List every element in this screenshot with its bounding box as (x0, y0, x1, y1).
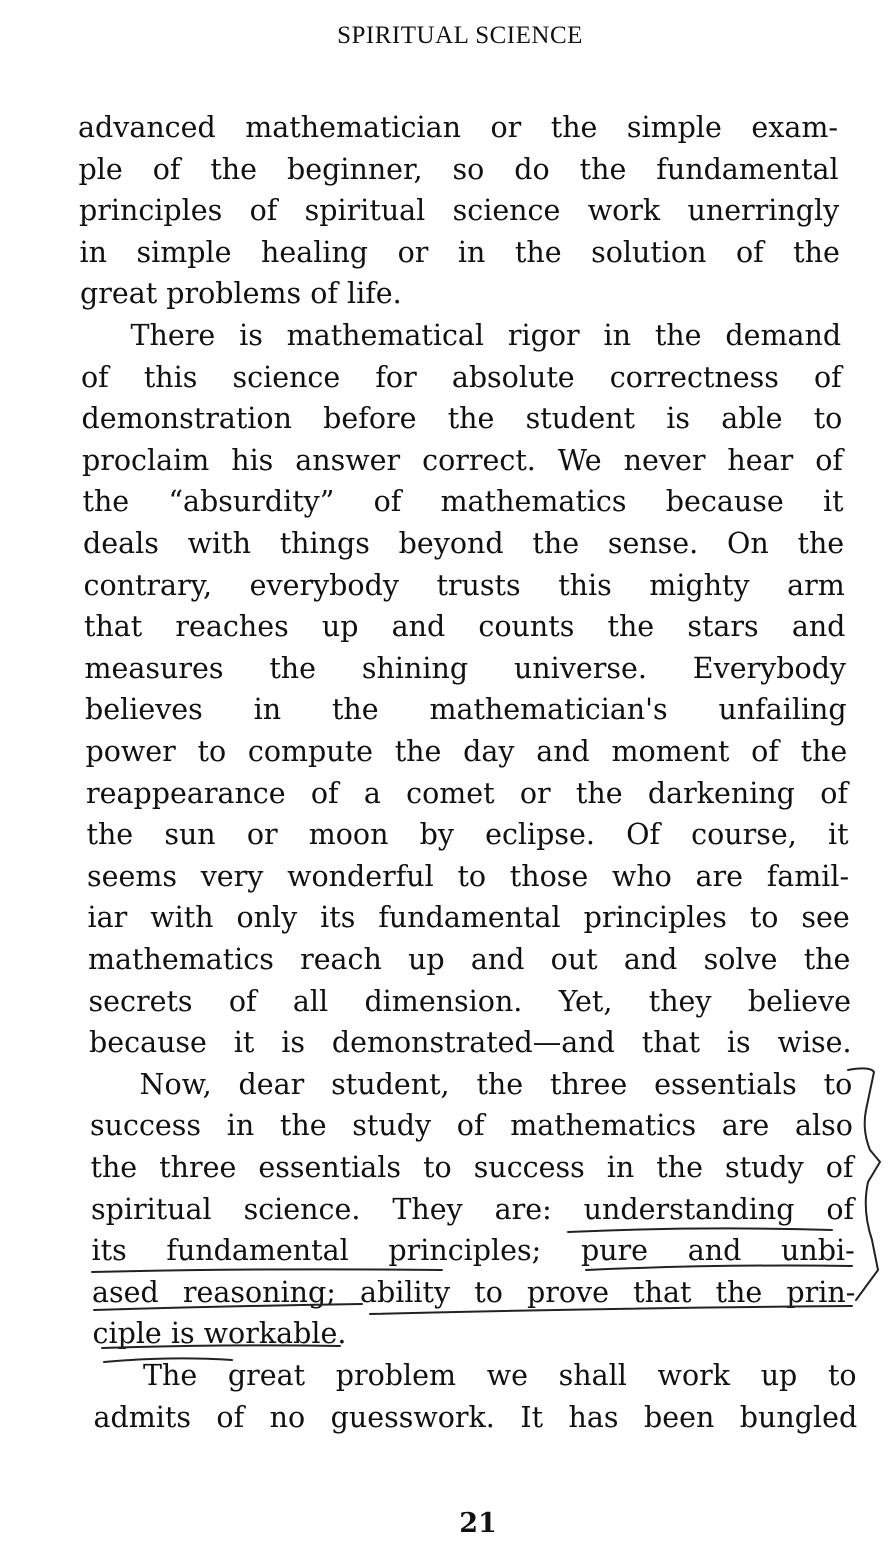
text-line: its fundamental principles; pure and unbi- (91, 1234, 855, 1268)
text-line: principles of spiritual science work unerringly (79, 194, 840, 228)
text-line: demonstration before the student is able to (81, 402, 843, 436)
text-line: seems very wonderful to those who are famil- (87, 859, 850, 893)
text-line: ciple is workable. (92, 1317, 347, 1351)
text-line: There is mathematical rigor in the demand (130, 319, 842, 352)
text-line: The great problem we shall work up to (143, 1359, 857, 1392)
text-line: ased reasoning; ability to prove that the prin- (92, 1275, 856, 1309)
text-line: mathematics reach up and out and solve the (88, 943, 851, 976)
text-line: secrets of all dimension. Yet, they believe (88, 984, 852, 1018)
text-line: iar with only its fundamental principles to see (87, 901, 850, 935)
text-line: believes in the mathematician's unfailing (85, 693, 847, 727)
text-line: great problems of life. (80, 277, 402, 311)
text-line: proclaim his answer correct. We never hear of (82, 443, 843, 477)
text-line: the three essentials to success in the study of (90, 1151, 854, 1184)
text-line: the “absurdity” of mathematics because it (82, 485, 844, 519)
text-line: ple of the beginner, so do the fundamental (78, 152, 839, 186)
text-line: in simple healing or in the solution of the (79, 235, 840, 269)
page-number: 21 (459, 1508, 497, 1539)
text-line: power to compute the day and moment of the (85, 735, 848, 768)
text-line: spiritual science. They are: understanding of (91, 1192, 855, 1226)
text-line: of this science for absolute correctness of (81, 360, 842, 394)
text-line: reappearance of a comet or the darkening of (86, 776, 848, 810)
text-line: the sun or moon by eclipse. Of course, it (86, 818, 849, 852)
text-line: measures the shining universe. Everybody (84, 651, 847, 685)
text-line: admits of no guesswork. It has been bungled (93, 1400, 858, 1434)
text-line: that reaches up and counts the stars and (84, 610, 846, 644)
text-line: Now, dear student, the three essentials to (139, 1067, 853, 1101)
running-header: SPIRITUAL SCIENCE (337, 22, 583, 49)
text-line: deals with things beyond the sense. On the (83, 527, 845, 560)
text-line: success in the study of mathematics are also (90, 1109, 853, 1143)
text-line: advanced mathematician or the simple exam- (78, 111, 838, 144)
text-line: contrary, everybody trusts this mighty arm (83, 568, 845, 602)
text-line: because it is demonstrated—and that is wise. (89, 1026, 852, 1060)
